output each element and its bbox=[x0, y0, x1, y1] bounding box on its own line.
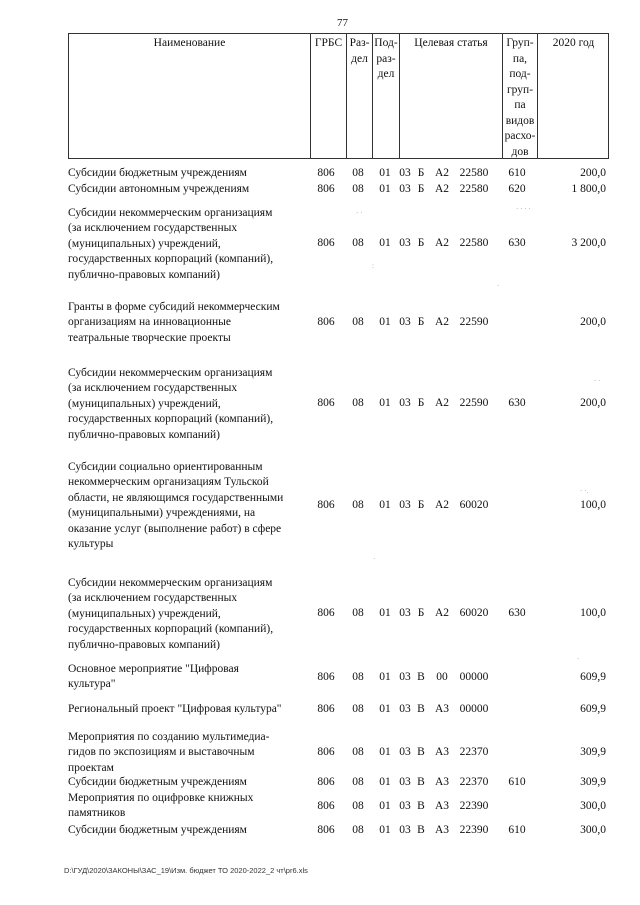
cell-osn: А3 bbox=[434, 776, 450, 788]
row-name: Субсидии некоммерческим организациям (за исключением государственных (муниципальных) учреждений, государственных корпораций (компаний), публично-правовых компаний) bbox=[68, 207, 274, 281]
cell-prog: 03 bbox=[399, 397, 411, 409]
cell-grbs: 806 bbox=[317, 746, 335, 758]
cell-osn: 00 bbox=[436, 671, 448, 683]
cell-prog: 03 bbox=[399, 316, 411, 328]
cell-grbs: 806 bbox=[317, 397, 335, 409]
cell-podrazdel: 01 bbox=[379, 397, 391, 409]
row-name: Основное мероприятие "Цифровая культура" bbox=[68, 663, 239, 691]
row-name: Мероприятия по созданию мультимедиа- гидов по экспозициям и выставочным проектам bbox=[68, 731, 270, 774]
cell-sub: Б bbox=[417, 237, 425, 249]
cell-vid: 630 bbox=[508, 607, 526, 619]
row-name: Субсидии некоммерческим организациям (за исключением государственных (муниципальных) учреждений, государственных корпораций (компаний), публично-правовых компаний) bbox=[68, 577, 274, 651]
cell-sum: 100,0 bbox=[580, 607, 606, 619]
cell-grbs: 806 bbox=[317, 499, 335, 511]
cell-sub: Б bbox=[417, 316, 425, 328]
cell-sum: 1 800,0 bbox=[571, 183, 606, 195]
cell-osn: А3 bbox=[434, 746, 450, 758]
cell-grbs: 806 bbox=[317, 800, 335, 812]
cell-grbs: 806 bbox=[317, 183, 335, 195]
table-header bbox=[68, 33, 609, 159]
cell-podrazdel: 01 bbox=[379, 316, 391, 328]
cell-dir: 22580 bbox=[459, 183, 489, 195]
file-path-footer: D:\ГУД\2020\ЗАКОНЫ\ЗАС_19\Изм. бюджет ТО 2020-2022_2 чт\pr6.xls bbox=[64, 866, 308, 875]
row-name: Субсидии некоммерческим организациям (за исключением государственных (муниципальных) учреждений, государственных корпораций (компаний), публично-правовых компаний) bbox=[68, 367, 274, 441]
cell-dir: 22370 bbox=[459, 746, 489, 758]
cell-razdel: 08 bbox=[352, 746, 364, 758]
header-year: 2020 год bbox=[552, 37, 595, 49]
cell-dir: 00000 bbox=[459, 703, 489, 715]
cell-prog: 03 bbox=[399, 800, 411, 812]
cell-podrazdel: 01 bbox=[379, 800, 391, 812]
cell-podrazdel: 01 bbox=[379, 499, 391, 511]
cell-osn: А3 bbox=[434, 800, 450, 812]
cell-osn: А2 bbox=[434, 607, 450, 619]
cell-razdel: 08 bbox=[352, 800, 364, 812]
cell-dir: 22590 bbox=[459, 316, 489, 328]
cell-prog: 03 bbox=[399, 607, 411, 619]
cell-grbs: 806 bbox=[317, 671, 335, 683]
cell-prog: 03 bbox=[399, 746, 411, 758]
header-vid: Груп- па, под- груп- па видов расхо- дов bbox=[504, 37, 536, 158]
cell-podrazdel: 01 bbox=[379, 237, 391, 249]
row-name: Субсидии автономным учреждениям bbox=[68, 183, 250, 195]
cell-prog: 03 bbox=[399, 671, 411, 683]
cell-razdel: 08 bbox=[352, 237, 364, 249]
cell-sub: В bbox=[417, 776, 425, 788]
cell-podrazdel: 01 bbox=[379, 183, 391, 195]
cell-sum: 200,0 bbox=[580, 167, 606, 179]
row-name: Субсидии бюджетным учреждениям bbox=[68, 167, 247, 179]
cell-grbs: 806 bbox=[317, 237, 335, 249]
cell-dir: 22390 bbox=[459, 824, 489, 836]
cell-vid: 630 bbox=[508, 237, 526, 249]
cell-razdel: 08 bbox=[352, 776, 364, 788]
cell-prog: 03 bbox=[399, 776, 411, 788]
cell-sum: 609,9 bbox=[580, 703, 606, 715]
cell-prog: 03 bbox=[399, 237, 411, 249]
cell-prog: 03 bbox=[399, 703, 411, 715]
cell-sum: 309,9 bbox=[580, 776, 606, 788]
cell-sub: В bbox=[417, 824, 425, 836]
cell-dir: 22390 bbox=[459, 800, 489, 812]
cell-razdel: 08 bbox=[352, 824, 364, 836]
cell-dir: 22580 bbox=[459, 237, 489, 249]
cell-podrazdel: 01 bbox=[379, 703, 391, 715]
cell-dir: 22370 bbox=[459, 776, 489, 788]
cell-razdel: 08 bbox=[352, 397, 364, 409]
cell-sub: Б bbox=[417, 499, 425, 511]
cell-sub: Б bbox=[417, 607, 425, 619]
cell-vid: 620 bbox=[508, 183, 526, 195]
header-target: Целевая статья bbox=[414, 37, 488, 49]
header-podrazdel: Под- раз- дел bbox=[374, 37, 398, 80]
row-name: Субсидии бюджетным учреждениям bbox=[68, 776, 247, 788]
cell-podrazdel: 01 bbox=[379, 671, 391, 683]
cell-sum: 3 200,0 bbox=[571, 237, 606, 249]
cell-podrazdel: 01 bbox=[379, 746, 391, 758]
cell-grbs: 806 bbox=[317, 316, 335, 328]
row-name: Мероприятия по оцифровке книжных памятников bbox=[68, 792, 254, 820]
cell-vid: 610 bbox=[508, 824, 526, 836]
cell-sum: 100,0 bbox=[580, 499, 606, 511]
cell-vid: 610 bbox=[508, 167, 526, 179]
cell-osn: А2 bbox=[434, 183, 450, 195]
cell-osn: А2 bbox=[434, 167, 450, 179]
cell-grbs: 806 bbox=[317, 703, 335, 715]
cell-osn: А2 bbox=[434, 397, 450, 409]
cell-dir: 22590 bbox=[459, 397, 489, 409]
cell-sub: Б bbox=[417, 397, 425, 409]
page-number: 77 bbox=[337, 17, 348, 29]
cell-razdel: 08 bbox=[352, 703, 364, 715]
cell-prog: 03 bbox=[399, 499, 411, 511]
row-name: Гранты в форме субсидий некоммерческим организациям на инновационные театральные творческие проекты bbox=[68, 301, 280, 344]
cell-podrazdel: 01 bbox=[379, 167, 391, 179]
cell-grbs: 806 bbox=[317, 824, 335, 836]
cell-sum: 300,0 bbox=[580, 800, 606, 812]
cell-sub: В bbox=[417, 746, 425, 758]
cell-razdel: 08 bbox=[352, 167, 364, 179]
cell-podrazdel: 01 bbox=[379, 776, 391, 788]
header-name: Наименование bbox=[153, 37, 226, 49]
row-name: Региональный проект "Цифровая культура" bbox=[68, 703, 282, 715]
cell-vid: 610 bbox=[508, 776, 526, 788]
cell-grbs: 806 bbox=[317, 167, 335, 179]
cell-podrazdel: 01 bbox=[379, 824, 391, 836]
cell-sum: 200,0 bbox=[580, 397, 606, 409]
cell-dir: 22580 bbox=[459, 167, 489, 179]
cell-prog: 03 bbox=[399, 167, 411, 179]
cell-osn: А3 bbox=[434, 824, 450, 836]
cell-dir: 00000 bbox=[459, 671, 489, 683]
cell-sub: Б bbox=[417, 183, 425, 195]
cell-dir: 60020 bbox=[459, 499, 489, 511]
cell-osn: А2 bbox=[434, 316, 450, 328]
cell-sum: 200,0 bbox=[580, 316, 606, 328]
cell-osn: А3 bbox=[434, 703, 450, 715]
cell-sub: В bbox=[417, 800, 425, 812]
cell-vid: 630 bbox=[508, 397, 526, 409]
cell-sum: 300,0 bbox=[580, 824, 606, 836]
cell-razdel: 08 bbox=[352, 316, 364, 328]
cell-razdel: 08 bbox=[352, 607, 364, 619]
cell-prog: 03 bbox=[399, 183, 411, 195]
cell-prog: 03 bbox=[399, 824, 411, 836]
row-name: Субсидии бюджетным учреждениям bbox=[68, 824, 247, 836]
cell-sub: В bbox=[417, 703, 425, 715]
cell-osn: А2 bbox=[434, 499, 450, 511]
cell-dir: 60020 bbox=[459, 607, 489, 619]
row-name: Субсидии социально ориентированным некоммерческим организациям Тульской области, не являющимся государственными (муниципальными) учреждениями, на оказание услуг (выполнение работ) в сфере культуры bbox=[68, 461, 284, 551]
cell-podrazdel: 01 bbox=[379, 607, 391, 619]
header-razdel: Раз- дел bbox=[349, 37, 370, 65]
cell-sub: В bbox=[417, 671, 425, 683]
cell-sum: 309,9 bbox=[580, 746, 606, 758]
cell-sub: Б bbox=[417, 167, 425, 179]
cell-sum: 609,9 bbox=[580, 671, 606, 683]
header-grbs: ГРБС bbox=[314, 37, 343, 49]
cell-grbs: 806 bbox=[317, 607, 335, 619]
cell-osn: А2 bbox=[434, 237, 450, 249]
cell-grbs: 806 bbox=[317, 776, 335, 788]
cell-razdel: 08 bbox=[352, 499, 364, 511]
cell-razdel: 08 bbox=[352, 671, 364, 683]
cell-razdel: 08 bbox=[352, 183, 364, 195]
